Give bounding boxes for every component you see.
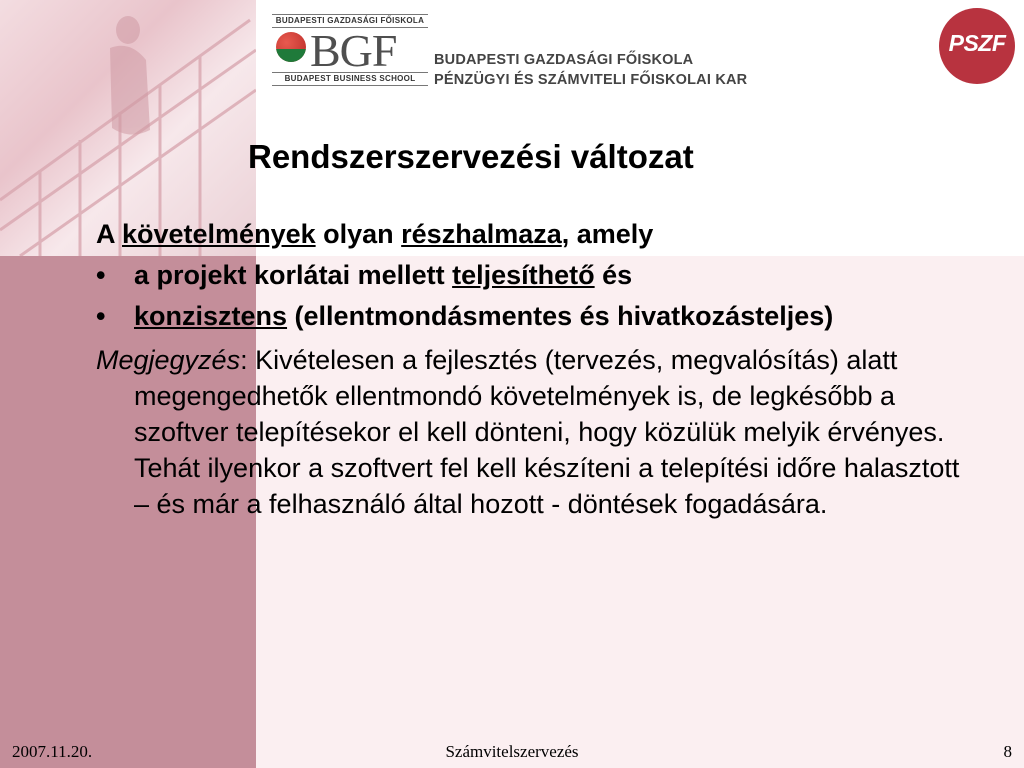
bullet1-term: teljesíthető — [452, 260, 595, 290]
bullet-item-2 — [96, 298, 976, 334]
footer-date: 2007.11.20. — [12, 742, 93, 761]
bullet-icon: • — [96, 301, 106, 331]
footer-page-number: 8 — [1003, 742, 1012, 761]
bgf-logo — [272, 14, 432, 88]
bullet-icon: • — [96, 260, 106, 290]
note-label: Megjegyzés — [96, 345, 241, 375]
pszf-logo — [939, 8, 1015, 84]
intro-term-subset: részhalmaza — [401, 219, 562, 249]
pszf-logo-text: PSZF — [948, 30, 1006, 56]
globe-icon — [276, 32, 306, 62]
slide-title: Rendszerszervezési változat — [248, 138, 694, 175]
bgf-logo-bottom-text: BUDAPEST BUSINESS SCHOOL — [272, 72, 428, 86]
bullet-item-1 — [96, 257, 976, 293]
note-text: : Kivételesen a fejlesztés (tervezés, megvalósítás) alatt megengedhetők ellentmondó követelmények is, de legkésőbb a szoftver telepítésekor el kell dönteni, hogy közülük melyik érvényes. Tehát ilyenkor a szoftvert fel kell készíteni a telepítési időre halasztott – és már a felhasználó által hozott - döntések fogadására. — [134, 345, 960, 519]
bullet1-text-2: és — [594, 260, 633, 290]
bullet1-text-1: a projekt korlátai mellett — [134, 260, 453, 290]
bullet2-text: (ellentmondásmentes és hivatkozásteljes) — [287, 301, 834, 331]
school-name-line2: PÉNZÜGYI ÉS SZÁMVITELI FŐISKOLAI KAR — [434, 72, 748, 88]
bullet2-term: konzisztens — [134, 301, 288, 331]
intro-line — [96, 216, 976, 252]
note-paragraph — [96, 342, 976, 522]
slide-body — [96, 216, 976, 522]
bgf-logo-top-text: BUDAPESTI GAZDASÁGI FŐISKOLA — [272, 14, 428, 28]
footer-course: Számvitelszervezés — [445, 742, 579, 761]
intro-text-1: A — [96, 219, 122, 249]
intro-term-requirements: követelmények — [122, 219, 316, 249]
intro-text-2: olyan — [315, 219, 402, 249]
school-name — [434, 50, 747, 90]
bgf-logo-letters: BGF — [310, 25, 397, 76]
intro-text-3: , amely — [561, 219, 654, 249]
school-name-line1: BUDAPESTI GAZDASÁGI FŐISKOLA — [434, 52, 694, 68]
